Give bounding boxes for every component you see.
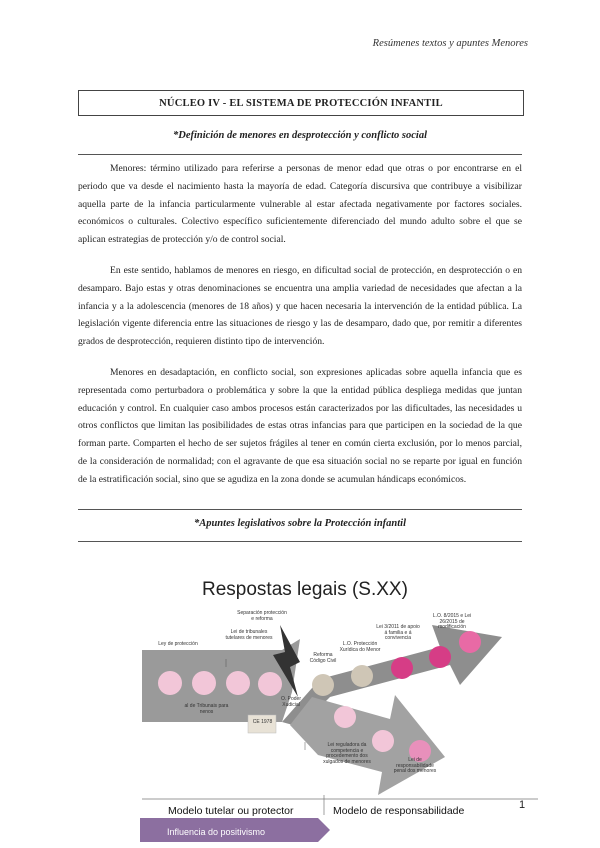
legal-timeline-figure <box>140 567 540 848</box>
timeline-circle <box>258 672 282 696</box>
timeline-circle <box>334 706 356 728</box>
timeline-circle <box>312 674 334 696</box>
influence-label: Influencia do positivismo <box>167 827 266 837</box>
label-reforma: Reforma Código Civil <box>309 652 337 664</box>
label-apoio-familias: Lei 3/2011 de apoio á familia e á convivencia <box>376 624 420 641</box>
figure-title: Respostas legais (S.XX) <box>202 579 408 600</box>
body-text <box>78 160 522 502</box>
divider <box>78 541 522 542</box>
divider <box>78 509 522 510</box>
left-model-label: Modelo tutelar ou protector <box>168 805 294 817</box>
timeline-circle <box>429 646 451 668</box>
paragraph-riesgo: En este sentido, hablamos de menores en riesgo, en dificultad social de protección, en desprotección o en desamparo. Bajo estas y otras denominaciones se encuentra una amplia variedad de necesidades que afectan a la infancia y a la adolescencia (menores de 18 años) y que hacen necesaria la intervención de la entidad pública. La legislación vigente diferencia entre las situaciones de riesgo y las de desamparo, dado que, por remitir a diferentes grados de desprotección, requieren distinto tipo de intervención. <box>78 264 522 348</box>
paragraph-menores: Menores: término utilizado para referirse a personas de menor edad que otras o por encontrarse en el periodo que va desde el nacimiento hasta la mayoría de edad. Categoría discursiva que contribuye a visibilizar aquella parte de la infancia particularmente vulnerable al estar afectada negativamente por factores sociales. económicos o culturales. Colectivo específico suficientemente diferenciado del mundo adulto sobre el que se aplican estrategias de protección y/o de control social. <box>78 163 522 246</box>
label-ley-proteccion: Ley de protección <box>158 641 198 647</box>
right-model-label: Modelo de responsabilidade <box>333 805 465 817</box>
section-title-box <box>78 90 524 116</box>
paragraph-conflicto: Menores en desadaptación, en conflicto social, son expresiones aplicadas sobre aquella infancia que es representada como perturbadora o problemática y sobre la que la entidad pública despliega medidas que juntan educación y control. En cualquier caso ambos procesos están caracterizados por las dificultades, las necesidades u otros conflictos que limitan las posibilidades de estas otras infancias para que participen en la sociedad de la que forman parte. Comparten el hecho de ser sujetos frágiles al tener en común cierta exclusión, por lo menos parcial, de la consideración de normalidad; con el agravante de que esa situación social no se reparte por igual en función de la estratificación social, sino que se agudiza en la zona donde se acumulan hándicaps económicos. <box>78 366 522 485</box>
label-lei-reguladora: Lei reguladora da competencia e procedemento dos xulgados de menores <box>323 742 371 765</box>
timeline-circle <box>351 665 373 687</box>
subtitle-definition: *Definición de menores en desprotección y conflicto social <box>172 130 427 141</box>
divider <box>78 154 522 155</box>
label-responsabilidade: Lei de responsabilidade penal dos menores <box>393 757 437 774</box>
label-tribunales-nuevos: al de Tribunais para nenos <box>184 703 229 715</box>
label-ce: CE 1978 <box>252 719 273 725</box>
timeline-circle <box>226 671 250 695</box>
running-header: Resúmenes textos y apuntes Menores <box>372 38 528 49</box>
section-title: NÚCLEO IV - EL SISTEMA DE PROTECCIÓN INFANTIL <box>159 97 443 109</box>
page-number: 1 <box>519 799 526 811</box>
timeline-circle <box>391 657 413 679</box>
label-separacion: Separación protección e reforma <box>237 610 287 622</box>
subtitle-legislation: *Apuntes legislativos sobre la Protección infantil <box>193 518 407 529</box>
label-lo-2015: L.O. 8/2015 e Lei 26/2015 de modificación <box>432 613 472 630</box>
timeline-circle <box>459 631 481 653</box>
timeline-circle <box>158 671 182 695</box>
label-lo-proteccion: L.O. Protección Xurídica do Menor <box>339 641 381 653</box>
label-poder-xudicial: O. Poder Xudicial <box>280 696 301 708</box>
label-ley-tribunales: Lei de tribunales tutelares de menores <box>225 629 273 641</box>
timeline-circle <box>192 671 216 695</box>
